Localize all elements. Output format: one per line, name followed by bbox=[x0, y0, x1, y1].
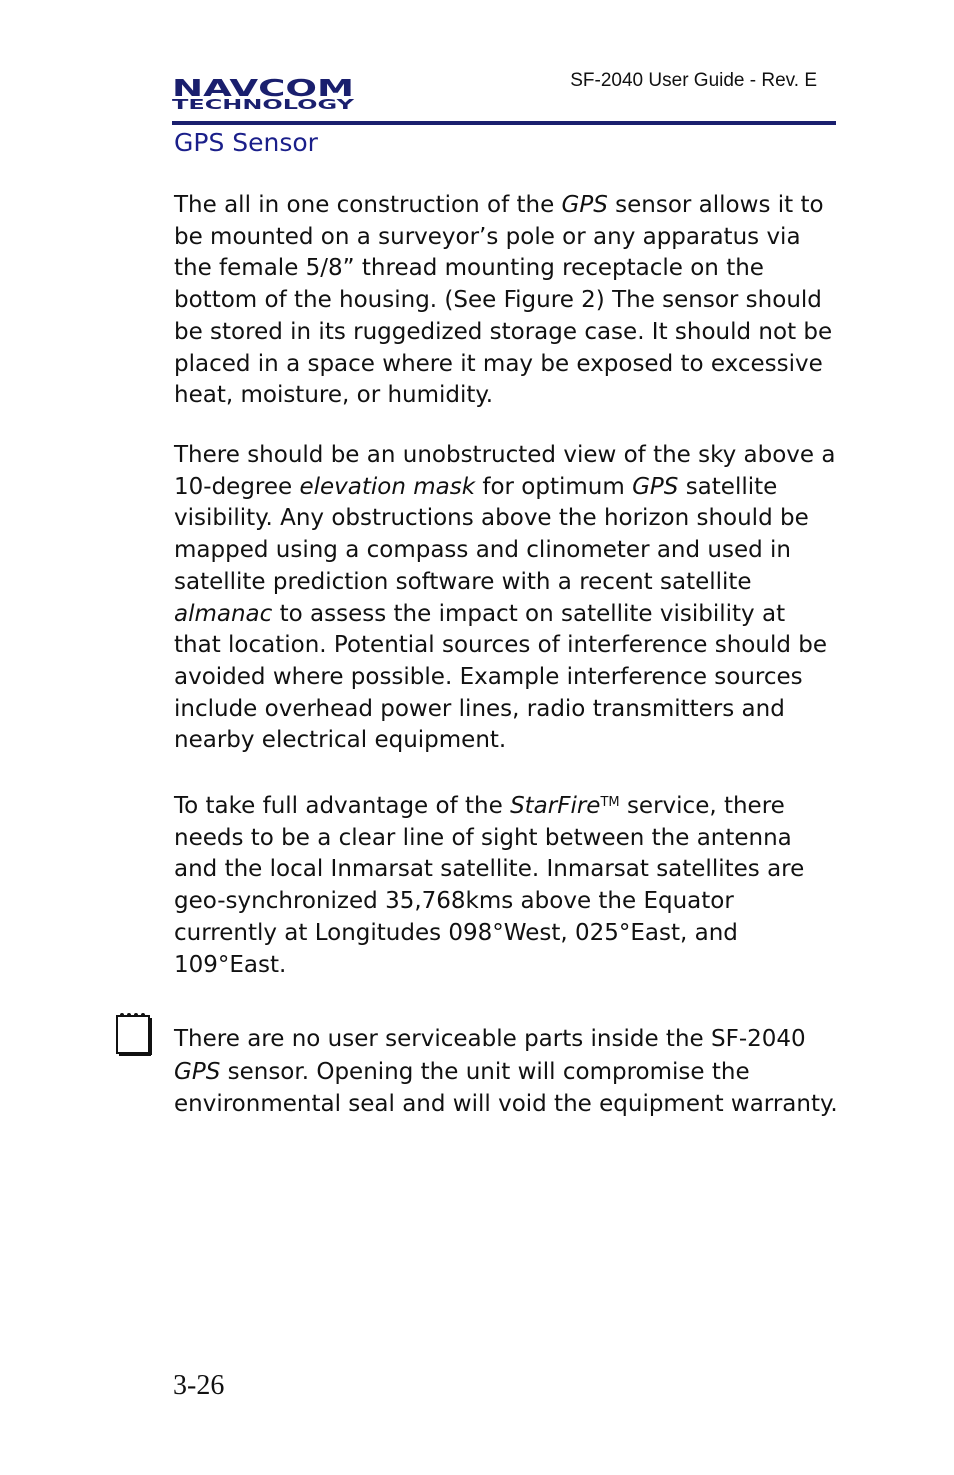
text-run: sensor allows it to be mounted on a surveyor’s pole or any apparatus via the female 5/8” thread mounting receptacle on the bottom of the housing. (See Figure 2) The sensor should be stored in its ruggedized storage case. It should not be placed in a space where it may be exposed to excessive heat, moisture, or humidity. bbox=[174, 192, 833, 409]
paragraph-mounting bbox=[174, 190, 838, 412]
italic-term: elevation mask bbox=[299, 473, 476, 500]
text-run: for optimum bbox=[475, 473, 633, 500]
document-title: SF-2040 User Guide - Rev. E bbox=[570, 70, 817, 91]
note-text bbox=[174, 1023, 838, 1121]
text-run: service, there needs to be a clear line of sight between the antenna and the local Inmarsat satellite. Inmarsat satellites are geo-synchronized 35,768kms above the Equator currently at Longitudes 098°West, 025°East, and 109°East. bbox=[174, 793, 805, 978]
logo-top-text: NAVCOM bbox=[172, 76, 354, 102]
italic-term: GPS bbox=[561, 192, 608, 218]
trademark-mark: TM bbox=[600, 795, 620, 810]
section-title: GPS Sensor bbox=[174, 128, 318, 157]
text-run: There are no user serviceable parts inside the SF-2040 bbox=[174, 1026, 806, 1052]
italic-term: GPS bbox=[632, 473, 679, 500]
text-run: satellite visibility. Any obstructions above the horizon should be mapped using a compass and clinometer and used in satellite prediction software with a recent satellite bbox=[174, 473, 809, 595]
header-rule bbox=[172, 121, 836, 125]
text-run: To take full advantage of the bbox=[174, 793, 511, 819]
notepad-icon bbox=[112, 1008, 154, 1056]
text-run: The all in one construction of the bbox=[174, 192, 562, 218]
paragraph-sky-view bbox=[174, 440, 838, 757]
navcom-logo bbox=[172, 76, 356, 110]
logo-bottom-text: TECHNOLOGY bbox=[172, 98, 356, 110]
text-run: to assess the impact on satellite visibility at that location. Potential sources of interference should be avoided where possible. Example interference sources include overhead power lines, radio transmitters and nearby electrical equipment. bbox=[174, 600, 828, 754]
italic-term: GPS bbox=[174, 1058, 221, 1085]
page-number: 3-26 bbox=[173, 1370, 225, 1401]
paragraph-starfire bbox=[174, 787, 838, 981]
italic-term: StarFire bbox=[510, 793, 601, 819]
text-run: sensor. Opening the unit will compromise the environmental seal and will void the equipment warranty. bbox=[174, 1058, 838, 1117]
italic-term: almanac bbox=[174, 600, 273, 627]
text-run: There should be an unobstructed view of the sky above a 10-degree bbox=[174, 442, 836, 500]
